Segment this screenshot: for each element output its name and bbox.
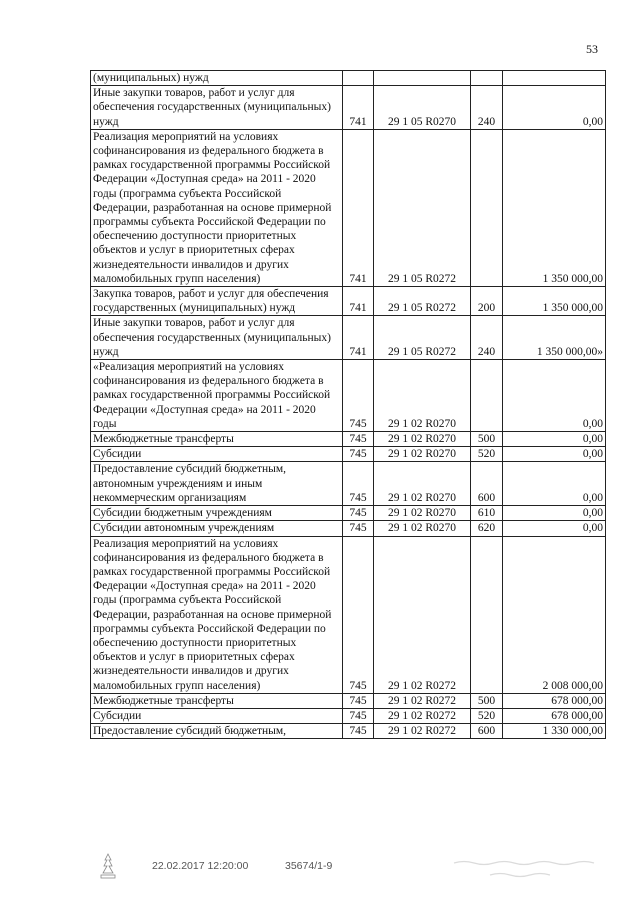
row-expense-type: 240 [471,86,503,130]
row-sum: 1 350 000,00» [503,316,606,360]
row-sum: 678 000,00 [503,708,606,723]
row-name: Предоставление субсидий бюджетным, [91,724,343,739]
row-code: 745 [343,724,374,739]
table-row [91,462,606,506]
row-name: Реализация мероприятий на условиях софинансирования из федерального бюджета в рамках государственной программы Российской Федерации «Доступная среда» на 2011 - 2020 годы (программа субъекта Российской Федерации, разработанная на основе примерной программы субъекта Российской Федерации по обеспечению доступности приоритетных объектов и услуг в приоритетных сферах жизнедеятельности инвалидов и других маломобильных групп населения) [91,536,343,693]
row-name: (муниципальных) нужд [91,71,343,86]
row-name: Межбюджетные трансферты [91,432,343,447]
row-expense-type [471,536,503,693]
row-name: Субсидии бюджетным учреждениям [91,506,343,521]
row-article: 29 1 05 R0272 [374,129,471,286]
row-name: Иные закупки товаров, работ и услуг для обеспечения государственных (муниципальных) нужд [91,86,343,130]
row-expense-type [471,360,503,432]
row-article: 29 1 05 R0272 [374,316,471,360]
row-code: 745 [343,432,374,447]
row-article: 29 1 02 R0272 [374,536,471,693]
row-code: 745 [343,462,374,506]
row-code: 745 [343,447,374,462]
row-sum [503,71,606,86]
row-name: Иные закупки товаров, работ и услуг для обеспечения государственных (муниципальных) нужд [91,316,343,360]
row-name: Межбюджетные трансферты [91,693,343,708]
row-code: 745 [343,506,374,521]
row-article: 29 1 02 R0270 [374,360,471,432]
row-article: 29 1 02 R0272 [374,708,471,723]
table-row [91,724,606,739]
row-sum: 0,00 [503,506,606,521]
row-code: 741 [343,129,374,286]
table-row [91,447,606,462]
row-article: 29 1 05 R0272 [374,287,471,316]
row-sum: 0,00 [503,86,606,130]
table-row [91,129,606,286]
row-article: 29 1 02 R0270 [374,506,471,521]
table-row [91,287,606,316]
row-article: 29 1 02 R0270 [374,462,471,506]
row-sum: 0,00 [503,462,606,506]
row-expense-type: 500 [471,693,503,708]
row-article: 29 1 02 R0270 [374,432,471,447]
row-sum: 0,00 [503,432,606,447]
page-number: 53 [586,42,598,56]
row-name: «Реализация мероприятий на условиях софинансирования из федерального бюджета в рамках государственной программы Российской Федерации «Доступная среда» на 2011 - 2020 годы [91,360,343,432]
row-name: Закупка товаров, работ и услуг для обеспечения государственных (муниципальных) нужд [91,287,343,316]
table-row [91,536,606,693]
row-name: Реализация мероприятий на условиях софинансирования из федерального бюджета в рамках государственной программы Российской Федерации «Доступная среда» на 2011 - 2020 годы (программа субъекта Российской Федерации, разработанная на основе примерной программы субъекта Российской Федерации по обеспечению доступности приоритетных объектов и услуг в приоритетных сферах жизнедеятельности инвалидов и других маломобильных групп населения) [91,129,343,286]
row-article: 29 1 02 R0270 [374,447,471,462]
row-code [343,71,374,86]
row-sum: 1 350 000,00 [503,129,606,286]
row-code: 745 [343,693,374,708]
table-row [91,360,606,432]
row-code: 741 [343,316,374,360]
row-expense-type [471,129,503,286]
row-expense-type [471,71,503,86]
row-expense-type: 200 [471,287,503,316]
row-name: Субсидии [91,708,343,723]
row-code: 745 [343,521,374,536]
row-code: 745 [343,536,374,693]
table-row [91,316,606,360]
row-expense-type: 240 [471,316,503,360]
row-code: 741 [343,86,374,130]
row-sum: 1 350 000,00 [503,287,606,316]
footer-doc-id: 35674/1-9 [285,860,333,872]
row-name: Предоставление субсидий бюджетным, автономным учреждениям и иным некоммерческим организациям [91,462,343,506]
logo-icon [96,852,120,882]
row-sum: 0,00 [503,447,606,462]
row-code: 745 [343,360,374,432]
stamp-icon [450,855,610,883]
row-expense-type: 520 [471,447,503,462]
row-article: 29 1 02 R0270 [374,521,471,536]
table-row [91,86,606,130]
row-sum: 678 000,00 [503,693,606,708]
row-article: 29 1 02 R0272 [374,693,471,708]
row-expense-type: 600 [471,724,503,739]
row-expense-type: 620 [471,521,503,536]
row-sum: 0,00 [503,360,606,432]
row-article: 29 1 05 R0270 [374,86,471,130]
row-sum: 1 330 000,00 [503,724,606,739]
row-code: 741 [343,287,374,316]
table-row [91,506,606,521]
row-article [374,71,471,86]
row-name: Субсидии автономным учреждениям [91,521,343,536]
table-row [91,71,606,86]
table-row [91,521,606,536]
row-sum: 0,00 [503,521,606,536]
row-sum: 2 008 000,00 [503,536,606,693]
table-row [91,708,606,723]
row-expense-type: 600 [471,462,503,506]
table-row [91,432,606,447]
row-code: 745 [343,708,374,723]
table-row [91,693,606,708]
row-article: 29 1 02 R0272 [374,724,471,739]
row-expense-type: 500 [471,432,503,447]
footer-date: 22.02.2017 12:20:00 [152,860,249,872]
row-name: Субсидии [91,447,343,462]
budget-table [90,70,606,739]
row-expense-type: 520 [471,708,503,723]
row-expense-type: 610 [471,506,503,521]
